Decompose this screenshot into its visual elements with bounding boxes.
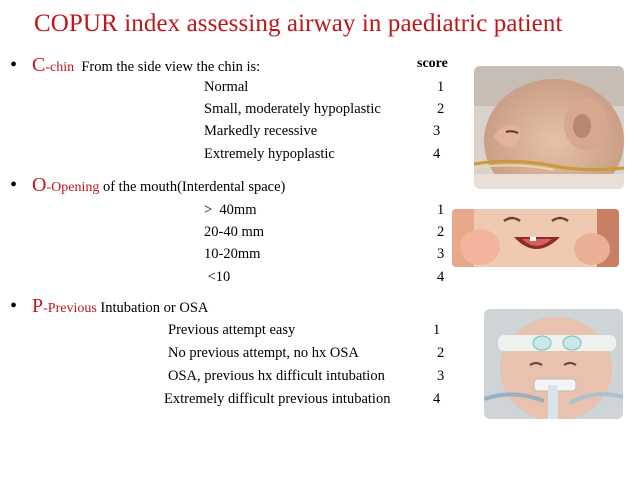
section-c-row-4-score: 4 <box>433 146 441 162</box>
section-p-row-2-label: No previous attempt, no hx OSA <box>168 345 359 361</box>
bullet-p: • <box>10 295 18 317</box>
section-o-row-1-score: 1 <box>437 202 445 218</box>
section-o-row-4-label: <10 <box>204 269 231 285</box>
section-c-row-2-score: 2 <box>437 101 445 117</box>
section-c-row-1-score: 1 <box>437 79 445 95</box>
section-o-row-2-score: 2 <box>437 224 445 240</box>
section-c-letter: C <box>32 54 46 76</box>
section-o-rest: of the mouth(Interdental space) <box>99 179 286 195</box>
section-p-row-3-score: 3 <box>437 368 445 384</box>
section-p-row-2-score: 2 <box>437 345 445 361</box>
bullet-o: • <box>10 174 18 196</box>
section-o-heading <box>32 175 285 196</box>
intubated-infant-photo <box>484 309 623 419</box>
section-c-heading <box>32 55 260 76</box>
section-p-row-4-label: Extremely difficult previous intubation <box>164 391 391 407</box>
section-c-row-1-label: Normal <box>204 79 249 95</box>
slide-title: COPUR index assessing airway in paediatric patient <box>34 10 563 37</box>
section-o-row-3-label: 10-20mm <box>204 246 261 262</box>
section-c-row-3-score: 3 <box>433 123 441 139</box>
section-p-rest: Intubation or OSA <box>96 300 209 316</box>
section-c-rest: From the side view the chin is: <box>74 59 261 75</box>
section-c-row-3-label: Markedly recessive <box>204 123 318 139</box>
section-o-keyword: -Opening <box>46 180 100 195</box>
section-p-row-1-score: 1 <box>433 322 441 338</box>
section-p-row-3-label: OSA, previous hx difficult intubation <box>168 368 385 384</box>
section-p-row-1-label: Previous attempt easy <box>168 322 296 338</box>
infant-side-profile-photo <box>474 66 624 189</box>
section-p-heading <box>32 296 208 317</box>
section-o-row-1-label: > 40mm <box>204 202 257 218</box>
section-p-keyword: -Previous <box>43 301 97 316</box>
smiling-baby-illustration <box>452 209 619 267</box>
section-c-row-4-label: Extremely hypoplastic <box>204 146 335 162</box>
score-header: score <box>417 56 448 71</box>
section-c-keyword: -chin <box>45 60 75 75</box>
bullet-c: • <box>10 54 18 76</box>
section-p-letter: P <box>32 295 44 317</box>
section-o-row-4-score: 4 <box>437 269 445 285</box>
section-o-row-3-score: 3 <box>437 246 445 262</box>
intubated-infant-illustration <box>484 309 623 419</box>
section-o-letter: O <box>32 174 47 196</box>
infant-side-profile-illustration <box>474 66 624 189</box>
smiling-baby-photo <box>452 209 619 267</box>
section-o-row-2-label: 20-40 mm <box>204 224 265 240</box>
section-p-row-4-score: 4 <box>433 391 441 407</box>
section-c-row-2-label: Small, moderately hypoplastic <box>204 101 381 117</box>
